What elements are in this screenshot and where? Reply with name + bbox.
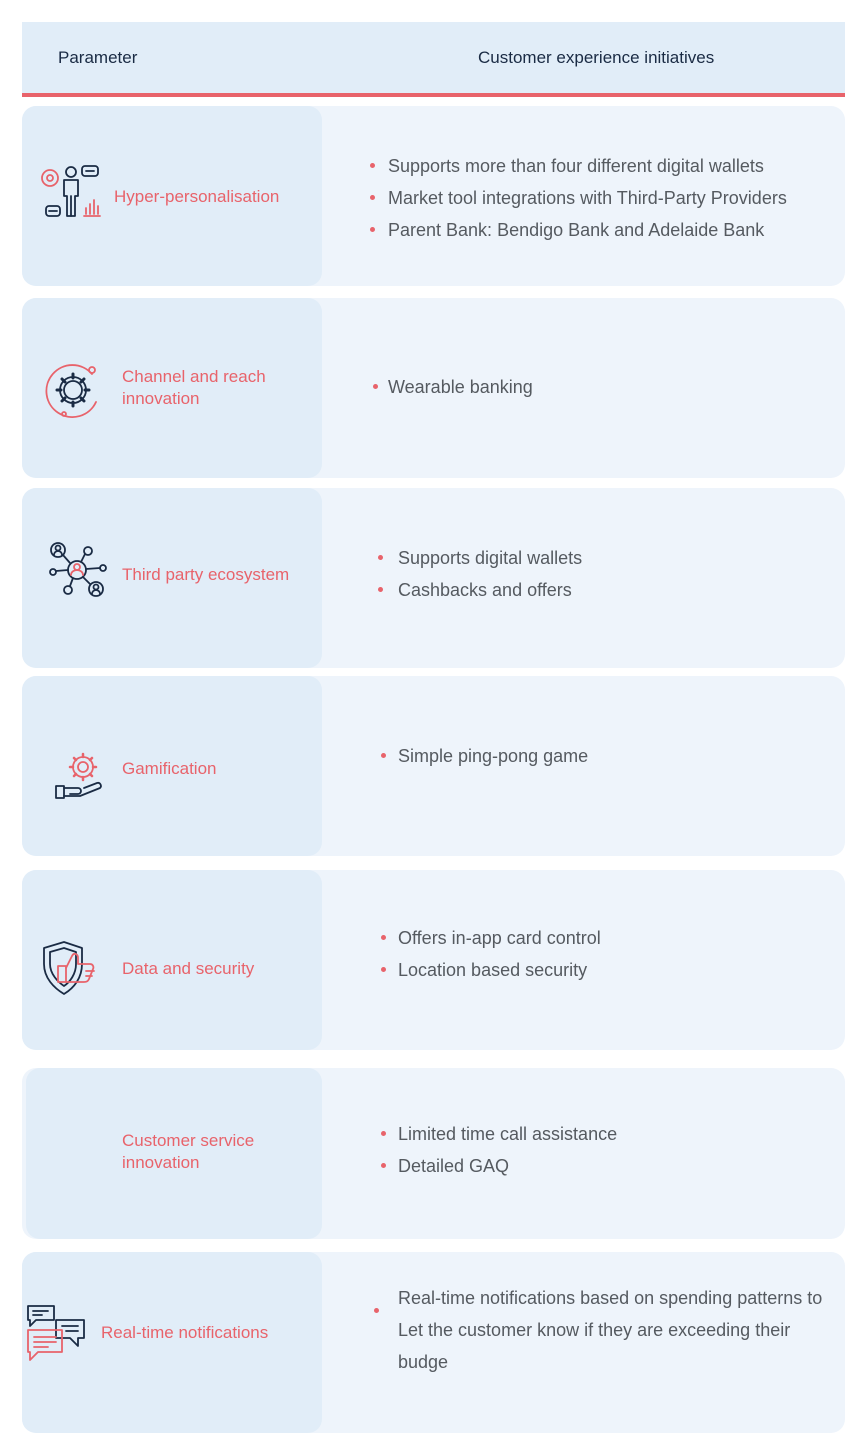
parameter-label: Third party ecosystem [122,565,290,584]
list-item: Supports more than four different digital wallets [388,150,787,182]
list-item: Parent Bank: Bendigo Bank and Adelaide Bank [388,214,787,246]
header-initiatives: Customer experience initiatives [478,48,715,67]
initiatives-list [398,740,588,772]
list-item: Limited time call assistance [398,1118,617,1150]
table-row [22,676,845,856]
initiatives-list [398,542,582,606]
parameter-label: Real-time notifications [101,1323,269,1342]
header-parameter: Parameter [58,48,138,67]
table-row [22,1068,845,1239]
list-item: Wearable banking [388,371,533,403]
initiatives-list [398,922,601,986]
table-row [22,106,845,286]
list-item: Simple ping-pong game [398,740,588,772]
list-item: Cashbacks and offers [398,574,582,606]
table-row [22,488,845,668]
list-item: Real-time notifications based on spending patterns to Let the customer know if they are exceeding their budge [398,1282,838,1378]
chat-bubbles-icon [26,1304,88,1364]
initiatives-list [398,1118,617,1182]
hand-gear-icon [54,752,104,800]
parameter-label: Gamification [122,759,217,778]
initiatives-list [388,150,787,246]
table-row [22,298,845,478]
list-item: Location based security [398,954,601,986]
parameter-label: Channel and reach innovation [122,367,266,408]
table-row [22,870,845,1050]
table-row [22,1252,845,1433]
analytics-person-icon [40,164,102,222]
list-item: Detailed GAQ [398,1150,617,1182]
parameter-label: Hyper-personalisation [114,187,280,206]
initiatives-list [388,371,533,403]
parameter-label: Data and security [122,959,255,978]
table-header [22,22,845,94]
header-divider [22,93,845,97]
parameter-label: Customer service innovation [122,1131,255,1172]
list-item: Supports digital wallets [398,542,582,574]
list-item: Market tool integrations with Third-Party Providers [388,182,787,214]
shield-thumbs-up-icon [42,940,102,996]
list-item: Offers in-app card control [398,922,601,954]
gear-cycle-icon [44,362,104,420]
network-nodes-icon [48,542,108,600]
initiatives-list [398,1282,838,1378]
